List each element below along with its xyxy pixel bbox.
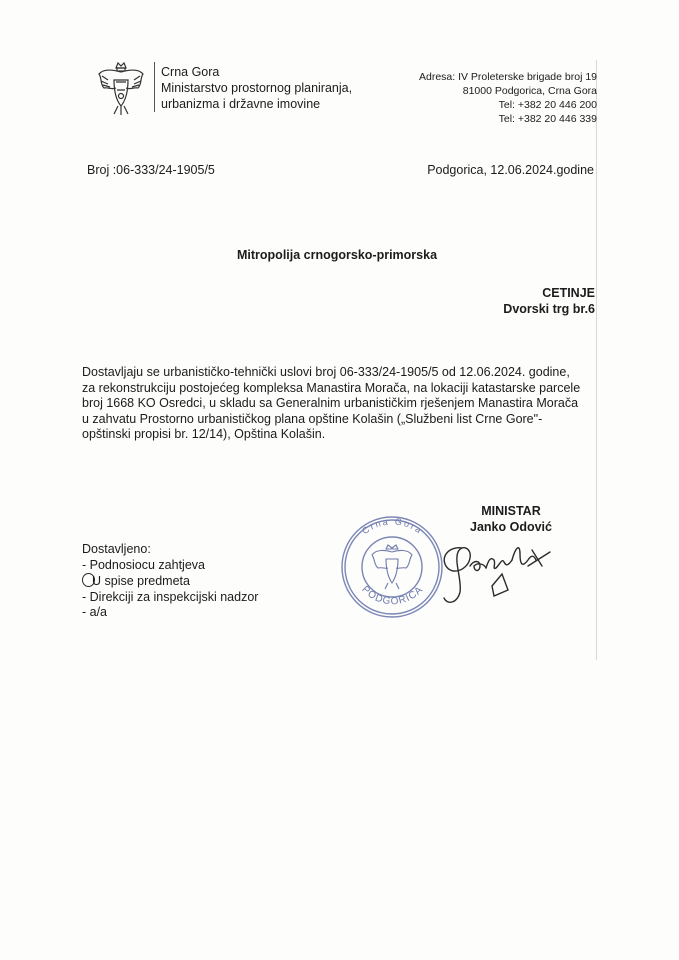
recipient-name: Mitropolija crnogorsko-primorska: [237, 248, 438, 262]
contact-block: [419, 70, 597, 126]
ministry-name-line1: Ministarstvo prostornog planiranja,: [161, 81, 353, 95]
institution-block: [161, 64, 352, 112]
stamp-bottom-text: PODGORICA: [359, 584, 426, 608]
recipient-city: CETINJE: [542, 286, 595, 300]
telephone-1: Tel: +382 20 446 200: [498, 99, 597, 111]
signatory-name: Janko Odović: [470, 520, 552, 534]
recipient-address: [503, 285, 595, 317]
recipient-street: Dvorski trg br.6: [503, 302, 595, 316]
body-line: broj 1668 KO Osredci, u skladu sa Generalnim urbanističkim rješenjem Manastira Morača: [82, 396, 579, 410]
letter-body: [82, 365, 594, 443]
country-name: Crna Gora: [161, 65, 220, 79]
ministry-name-line2: urbanizma i državne imovine: [161, 97, 321, 111]
body-line: Dostavljaju se urbanističko-tehnički uslovi broj 06-333/24-1905/5 od 12.06.2024. godine,: [82, 365, 570, 379]
distribution-item: - a/a: [82, 605, 108, 619]
header-divider: [154, 62, 155, 112]
body-line: u zahvatu Prostorno urbanističkog plana opštine Kolašin („Službeni list Crne Gore"-: [82, 411, 543, 426]
page-edge-divider: [596, 60, 597, 660]
stamp-top-text: Crna Gora: [360, 516, 425, 537]
body-line: opštinski propisi br. 12/14), Opština Kolašin.: [82, 427, 326, 441]
distribution-item-label: U spise predmeta: [92, 574, 190, 588]
distribution-list: [82, 542, 258, 621]
place-date: Podgorica, 12.06.2024.godine: [427, 163, 594, 177]
signatory-title: MINISTAR: [481, 504, 541, 518]
stamp-emblem-icon: [372, 545, 412, 589]
telephone-2: Tel: +382 20 446 339: [498, 113, 597, 125]
body-line: za rekonstrukciju postojećeg kompleksa Manastira Morača, na lokaciji katastarske parcele: [82, 380, 581, 395]
handwritten-signature: [432, 526, 572, 616]
coat-of-arms-icon: [96, 60, 146, 118]
distribution-item: - Direkciji za inspekcijski nadzor: [82, 589, 259, 604]
distribution-heading: Dostavljeno:: [82, 542, 151, 556]
reference-number: Broj :06-333/24-1905/5: [87, 163, 215, 177]
distribution-item: - Podnosiocu zahtjeva: [82, 557, 205, 572]
address-line2: 81000 Podgorica, Crna Gora: [462, 85, 597, 97]
distribution-item-marked: [82, 573, 258, 590]
address-line1: Adresa: IV Proleterske brigade broj 19: [418, 71, 597, 83]
svg-text:PODGORICA: [359, 584, 425, 607]
